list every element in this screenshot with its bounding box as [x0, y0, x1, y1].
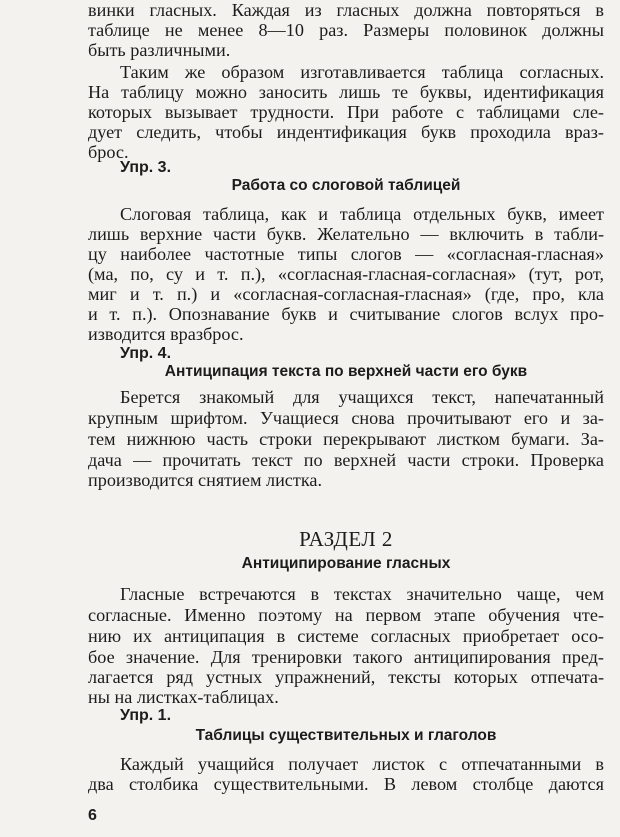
exercise-label: Упр. 1.	[120, 707, 172, 724]
exercise-label: Упр. 4.	[120, 345, 172, 362]
text-line: которых вызывает трудности. При работе с таблицами сле-	[88, 102, 604, 122]
section-title: РАЗДЕЛ 2	[299, 527, 393, 551]
text-line: Слоговая таблица, как и таблица отдельных букв, имеет	[120, 204, 604, 224]
text-line: брос.	[88, 142, 129, 162]
text-line: Каждый учащийся получает листок с отпечатанными в	[120, 754, 604, 774]
text-line: Таким же образом изготавливается таблица согласных.	[120, 62, 604, 82]
text-line: тем нижнюю часть строки перекрывают листком бумаги. За-	[88, 429, 604, 449]
text-line: нию их антиципация в системе согласных приобретает осо-	[88, 626, 604, 646]
text-line: лагается ряд устных упражнений, тексты которых отпечата-	[88, 667, 604, 687]
text-line: Гласные встречаются в текстах значительно чаще, чем	[120, 584, 604, 604]
text-line: согласные. Именно поэтому на первом этапе обучения чте-	[88, 605, 604, 625]
exercise-label: Упр. 3.	[120, 159, 172, 176]
text-line: бое значение. Для тренировки такого антиципирования пред-	[88, 647, 604, 667]
text-line: два столбика существительными. В левом столбце даются	[88, 774, 604, 794]
page-number: 6	[88, 807, 97, 824]
text-line: Берется знакомый для учащихся текст, напечатанный	[120, 387, 604, 407]
text-line: лишь верхние части букв. Желательно — включить в табли-	[88, 224, 604, 244]
text-line: (ма, по, су и т. п.), «согласная-гласная-согласная» (тут, рот,	[88, 264, 604, 284]
text-line: производится снятием листка.	[88, 470, 323, 490]
text-line: миг и т. п.) и «согласная-согласная-гласная» (где, про, кла	[88, 284, 604, 304]
exercise-heading: Таблицы существительных и глаголов	[195, 727, 497, 744]
text-line: дача — прочитать текст по верхней части строки. Проверка	[88, 450, 604, 470]
text-line: винки гласных. Каждая из гласных должна повторяться в	[88, 0, 604, 20]
text-line: таблице не менее 8—10 раз. Размеры половинок должны	[88, 20, 604, 40]
text-line: цу наиболее частотные типы слогов — «согласная-гласная»	[88, 244, 604, 264]
text-line: На таблицу можно заносить лишь те буквы, идентификация	[88, 82, 604, 102]
section-heading: Антиципирование гласных	[241, 555, 451, 572]
text-line: быть различными.	[88, 40, 231, 60]
exercise-heading: Работа со слоговой таблицей	[231, 177, 461, 194]
text-line: дует следить, чтобы индентификация букв проходила враз-	[88, 122, 604, 142]
text-line: изводится вразброс.	[88, 324, 244, 344]
text-line: ны на листках-таблицах.	[88, 687, 279, 707]
text-line: и т. п.). Опознавание букв и считывание слогов вслух про-	[88, 304, 604, 324]
text-line: крупным шрифтом. Учащиеся снова прочитывают его и за-	[88, 408, 604, 428]
exercise-heading: Антиципация текста по верхней части его букв	[164, 363, 528, 380]
